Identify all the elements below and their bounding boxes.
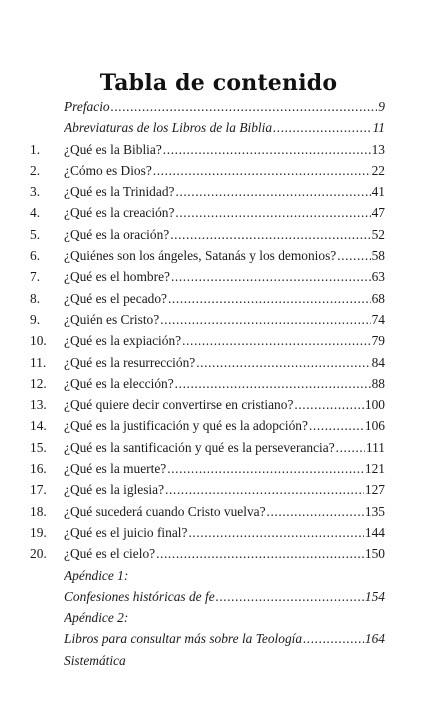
toc-entry-title: ¿Qué es la resurrección?	[64, 354, 196, 370]
toc-page-number: 84	[371, 354, 385, 370]
toc-entry-title: Sistemática	[64, 652, 126, 668]
dot-leader	[175, 181, 370, 202]
toc-page-number: 121	[364, 461, 385, 477]
toc-row	[0, 245, 437, 266]
toc-entry-title: Abreviaturas de los Libros de la Biblia	[64, 120, 273, 136]
dot-leader	[175, 202, 370, 223]
toc-entry[interactable]	[64, 288, 385, 309]
toc-entry-title: ¿Qué es la Biblia?	[64, 141, 162, 157]
toc-page-number: 13	[371, 141, 385, 157]
page-title: Tabla de contenido	[99, 70, 338, 96]
toc-entry-title: ¿Qué es el cielo?	[64, 546, 156, 562]
toc-page-number: 41	[371, 184, 385, 200]
toc-entry-title: Apéndice 1:	[64, 567, 129, 583]
toc-page-number: 150	[364, 546, 385, 562]
toc-row	[0, 139, 437, 160]
toc-entry[interactable]	[64, 266, 385, 287]
toc-page-number: 58	[371, 248, 385, 264]
toc-number: 8.	[30, 290, 41, 306]
toc-row	[0, 117, 437, 138]
toc-page-number: 9	[378, 99, 385, 114]
toc-page-number: 127	[364, 482, 385, 498]
toc-number: 16.	[30, 461, 47, 477]
toc-row	[0, 394, 437, 415]
toc-entry[interactable]	[64, 309, 385, 330]
toc-entry-title: ¿Qué es el hombre?	[64, 269, 170, 285]
toc-entry-title: Confesiones históricas de fe	[64, 588, 215, 604]
toc-entry[interactable]	[64, 373, 385, 394]
dot-leader	[165, 479, 364, 500]
toc-number: 3.	[30, 184, 41, 200]
toc-entry[interactable]	[64, 607, 128, 628]
toc-page-number: 74	[371, 311, 385, 327]
toc-entry[interactable]	[64, 586, 385, 607]
toc-row	[0, 309, 437, 330]
toc-entry-title: ¿Qué quiere decir convertirse en cristiano?	[64, 397, 294, 413]
toc-entry-title: ¿Qué es la Trinidad?	[64, 184, 175, 200]
toc-page-number: 154	[364, 588, 385, 604]
toc-entry-title: ¿Qué es la creación?	[64, 205, 175, 221]
toc-entry[interactable]	[64, 139, 385, 160]
toc-page-number: 106	[364, 418, 385, 434]
toc-page-number: 22	[371, 162, 385, 178]
toc-entry[interactable]	[64, 458, 385, 479]
toc-number: 2.	[30, 162, 41, 178]
toc-row	[0, 543, 437, 564]
toc-entry[interactable]	[64, 565, 128, 586]
toc-page-number: 88	[371, 375, 385, 391]
toc-page-number: 52	[371, 226, 385, 242]
toc-row	[0, 160, 437, 181]
toc-entry-title: ¿Qué es la iglesia?	[64, 482, 165, 498]
toc-number: 18.	[30, 503, 47, 519]
dot-leader	[216, 586, 364, 607]
toc-entry-title: ¿Qué es el juicio final?	[64, 524, 188, 540]
toc-entry-title: Apéndice 2:	[64, 610, 129, 626]
toc-entry-title: ¿Quién es Cristo?	[64, 311, 160, 327]
toc-row	[0, 565, 437, 586]
toc-number: 7.	[30, 269, 41, 285]
toc-entry-title: ¿Qué es la expiación?	[64, 333, 182, 349]
toc-page-number: 47	[371, 205, 385, 221]
toc-entry[interactable]	[64, 628, 385, 649]
toc-page-number: 144	[364, 524, 385, 540]
dot-leader	[175, 373, 371, 394]
toc-row	[0, 202, 437, 223]
toc-page-number: 164	[364, 631, 385, 647]
toc-entry-title: ¿Qué es la elección?	[64, 375, 174, 391]
toc-entry[interactable]	[64, 479, 385, 500]
toc-number: 10.	[30, 333, 47, 349]
toc-row	[0, 522, 437, 543]
toc-row	[0, 373, 437, 394]
toc-row	[0, 628, 437, 649]
toc-row	[0, 352, 437, 373]
dot-leader	[170, 224, 370, 245]
toc-entry-title: ¿Qué es la oración?	[64, 226, 170, 242]
toc-number: 1.	[30, 141, 41, 157]
toc-page-number: 63	[371, 269, 385, 285]
toc-number: 9.	[30, 311, 41, 327]
toc-number: 14.	[30, 418, 47, 434]
toc-row	[0, 607, 437, 628]
toc-entry-title: ¿Cómo es Dios?	[64, 162, 152, 178]
toc-entry-title: Prefacio	[64, 99, 110, 114]
toc-entry[interactable]	[64, 330, 385, 351]
dot-leader	[163, 139, 371, 160]
toc-number: 15.	[30, 439, 47, 455]
toc-row	[0, 437, 437, 458]
dot-leader	[168, 288, 371, 309]
toc-number: 12.	[30, 375, 47, 391]
toc-row	[0, 181, 437, 202]
toc-number: 13.	[30, 397, 47, 413]
toc-entry[interactable]	[64, 394, 385, 415]
dot-leader	[111, 96, 378, 117]
toc-page-number: 100	[364, 397, 385, 413]
toc-entry[interactable]	[64, 117, 385, 138]
toc-row	[0, 288, 437, 309]
toc-entry[interactable]	[64, 352, 385, 373]
toc-entry-title: ¿Qué es la muerte?	[64, 461, 167, 477]
toc-entry-title: ¿Qué es el pecado?	[64, 290, 167, 306]
dot-leader	[171, 266, 371, 287]
toc-entry[interactable]	[64, 96, 385, 117]
toc-number: 17.	[30, 482, 47, 498]
toc-entry-title: ¿Qué es la santificación y qué es la perseverancia?	[64, 439, 335, 455]
toc-entry[interactable]	[64, 160, 385, 181]
toc-page-number: 135	[364, 503, 385, 519]
toc-number: 20.	[30, 546, 47, 562]
toc-row	[0, 224, 437, 245]
dot-leader	[156, 543, 364, 564]
toc-number: 19.	[30, 524, 47, 540]
toc-entry[interactable]	[64, 522, 385, 543]
toc-entry-title: ¿Qué sucederá cuando Cristo vuelva?	[64, 503, 266, 519]
dot-leader	[273, 117, 372, 138]
dot-leader	[337, 245, 370, 266]
toc-page-number: 11	[372, 120, 385, 136]
dot-leader	[309, 415, 364, 436]
dot-leader	[303, 628, 364, 649]
toc-entry[interactable]	[64, 650, 126, 671]
toc-entry[interactable]	[64, 501, 385, 522]
toc-row	[0, 266, 437, 287]
toc-entry-title: ¿Quiénes son los ángeles, Satanás y los demonios?	[64, 248, 337, 264]
dot-leader	[167, 458, 364, 479]
dot-leader	[153, 160, 371, 181]
toc-row	[0, 458, 437, 479]
toc-entry[interactable]	[64, 181, 385, 202]
toc-entry[interactable]	[64, 543, 385, 564]
toc-entry[interactable]	[64, 202, 385, 223]
toc-row	[0, 479, 437, 500]
toc-row	[0, 415, 437, 436]
toc-page-number: 111	[365, 439, 385, 455]
toc-number: 11.	[30, 354, 47, 370]
toc-page-number: 68	[371, 290, 385, 306]
toc-number: 6.	[30, 248, 41, 264]
toc-row	[0, 330, 437, 351]
toc-page-number: 79	[371, 333, 385, 349]
dot-leader	[294, 394, 364, 415]
dot-leader	[336, 437, 365, 458]
toc-row	[0, 586, 437, 607]
toc-number: 4.	[30, 205, 41, 221]
toc-entry-title: Libros para consultar más sobre la Teología	[64, 631, 303, 647]
toc-entry[interactable]	[64, 415, 385, 436]
toc-number: 5.	[30, 226, 41, 242]
dot-leader	[267, 501, 364, 522]
toc-row	[0, 501, 437, 522]
dot-leader	[160, 309, 370, 330]
dot-leader	[196, 352, 370, 373]
toc-entry-title: ¿Qué es la justificación y qué es la adopción?	[64, 418, 308, 434]
toc-entry[interactable]	[64, 437, 385, 458]
toc-entry[interactable]	[64, 245, 385, 266]
table-of-contents	[0, 96, 437, 671]
toc-row	[0, 650, 437, 671]
toc-row	[0, 96, 437, 117]
dot-leader	[188, 522, 363, 543]
dot-leader	[182, 330, 371, 351]
toc-entry[interactable]	[64, 224, 385, 245]
